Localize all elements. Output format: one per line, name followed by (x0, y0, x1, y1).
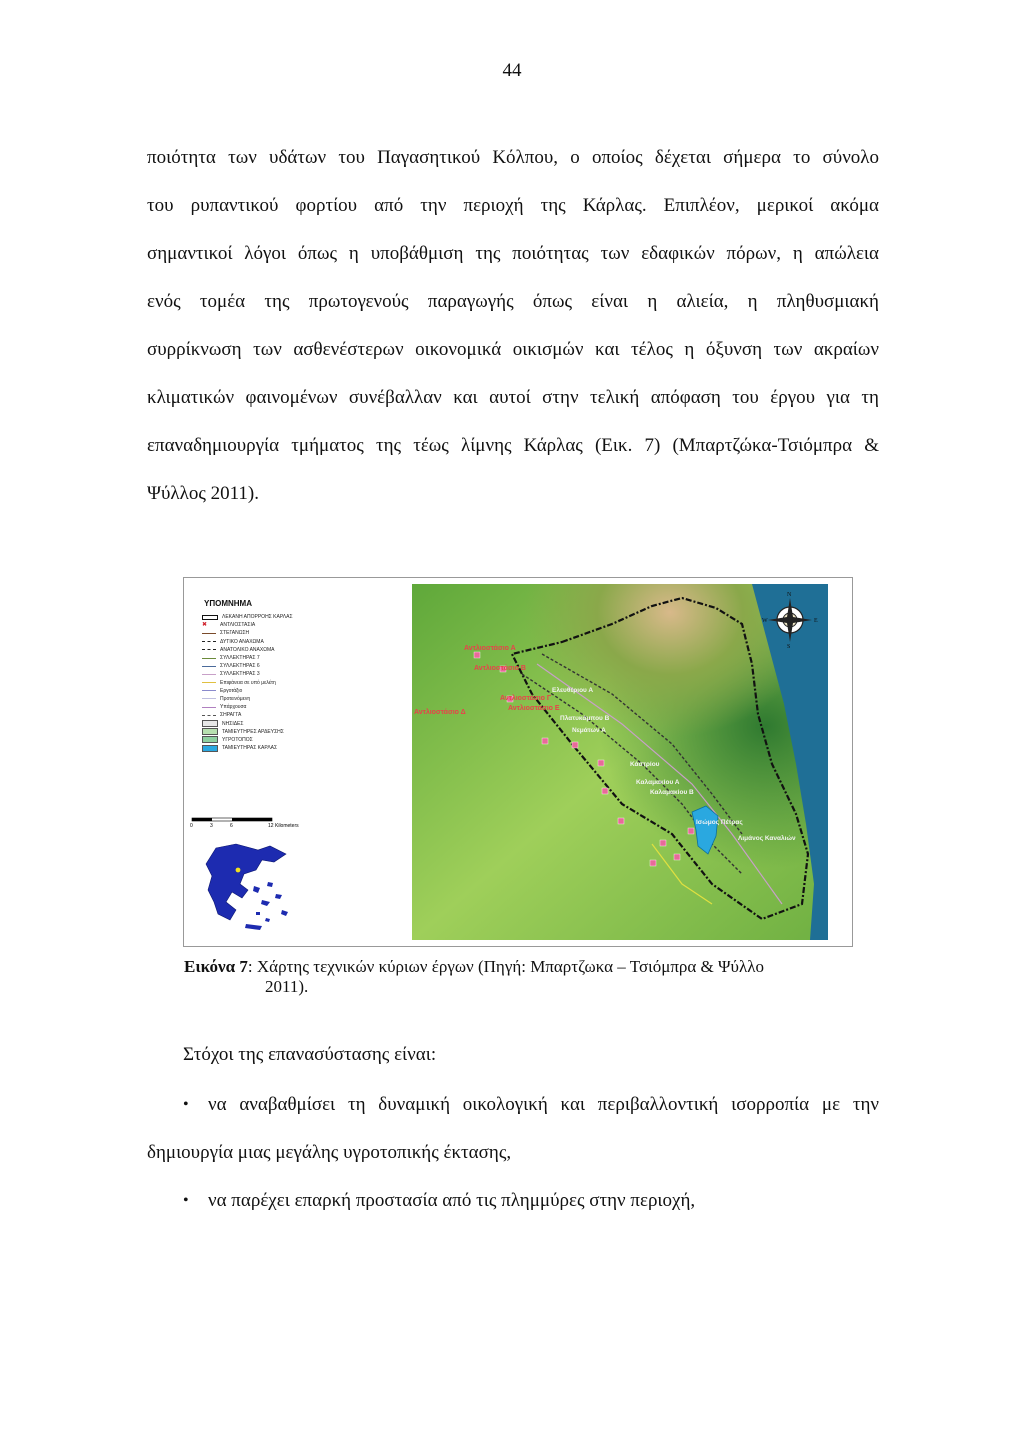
legend-symbol (202, 698, 216, 699)
legend-row (202, 638, 332, 646)
map-label-settlement: Κάστρίου (630, 761, 660, 768)
map-label-pumping-station: Αντλιοστάσιο Δ (414, 709, 466, 716)
legend-label: ΑΝΤΛΙΟΣΤΑΣΙΑ (220, 622, 256, 629)
paragraph-line: ενός τομέα της πρωτογενούς παραγωγής όπως είναι η αλιεία, η πληθυσμιακή (147, 291, 879, 312)
figure-caption (184, 957, 844, 997)
pumping-station-marker (674, 854, 680, 860)
legend-row (202, 654, 332, 662)
legend-row (202, 719, 332, 727)
karla-location-marker (236, 868, 241, 873)
legend-row (202, 728, 332, 736)
compass-north-label: N (787, 592, 792, 598)
paragraph-line: Ψύλλος 2011). (147, 483, 259, 504)
legend-symbol (202, 736, 218, 743)
scale-bar-segment (232, 818, 272, 821)
greece-mainland-shape (206, 844, 286, 920)
legend-symbol: ✖ (202, 621, 208, 628)
map-label-pumping-station: Αντλιοστάσιο Ε (508, 705, 560, 712)
goals-intro: Στόχοι της επανασύστασης είναι: (183, 1044, 437, 1065)
legend-label: Υπάρχουσα (220, 704, 247, 711)
body-paragraph (147, 145, 879, 529)
bullet-text: να παρέχει επαρκή προστασία από τις πλημμύρες στην περιοχή, (208, 1190, 696, 1211)
map-label-lake: Λιμάνος Καναλιών (738, 835, 796, 842)
bullet-text: να αναβαθμίσει τη δυναμική οικολογική και περιβαλλοντική ισορροπία με την (208, 1094, 879, 1115)
pumping-station-marker (688, 828, 694, 834)
legend-symbol (202, 715, 216, 716)
map-label-settlement: Ελευθέριου Α (552, 687, 594, 694)
paragraph-line: επαναδημιουργία τμήματος της τέως λίμνης Κάρλας (Εικ. 7) (Μπαρτζώκα-Τσιόμπρα & (147, 435, 879, 456)
map-label-settlement: Νεμάτων Α (572, 727, 606, 734)
compass-east-label: E (814, 618, 818, 624)
figure-map (183, 577, 853, 947)
map-label-pumping-station: Αντλιοστάσιο Α (464, 645, 516, 652)
legend-symbol (202, 707, 216, 708)
legend-row (202, 695, 332, 703)
legend-label: Προτεινόμενη (220, 695, 251, 702)
caption-text: : Χάρτης τεχνικών κύριων έργων (Πηγή: Μπαρτζωκα – Τσιόμπρα & Ψύλλο (247, 957, 764, 976)
pumping-station-marker (474, 652, 480, 658)
map-label-lake: Ισώμος Πέτρας (696, 819, 743, 826)
legend-label: ΥΓΡΟΤΟΠΟΣ (222, 736, 253, 743)
legend-label: ΑΝΑΤΟΛΙΚΟ ΑΝΑΧΩΜΑ (220, 646, 275, 653)
paragraph-line: κλιματικών φαινομένων συνέβαλλαν και αυτοί στην τελική απόφαση του έργου για τη (147, 387, 879, 408)
bullet-text-continued: δημιουργία μιας μεγάλης υγροτοπικής έκτασης, (147, 1142, 512, 1163)
terrain-peaks (412, 584, 828, 940)
legend-symbol (202, 745, 218, 752)
legend-row (202, 662, 332, 670)
map-label-pumping-station: Αντλιοστάσιο Β (474, 665, 526, 672)
map-label-settlement: Πλατυκάμπου Β (560, 715, 610, 722)
paragraph-line: συρρίκνωση των ασθενέστερων οικονομικά οικισμών και τέλος η όξυνση των ακραίων (147, 339, 879, 360)
legend-label: Επιφάνεια σε υπό μελέτη (220, 679, 276, 686)
scale-tick-label: 3 (210, 823, 213, 829)
legend-row (202, 679, 332, 687)
caption-text-continued: 2011). (265, 977, 309, 996)
pumping-station-marker (618, 818, 624, 824)
pumping-station-marker (660, 840, 666, 846)
pumping-station-marker (650, 860, 656, 866)
legend-label: ΣΤΕΓΑΝΩΣΗ (220, 630, 250, 637)
bullet-item (183, 1092, 879, 1118)
map-label-pumping-station: Αντλιοστάσιο Γ (500, 695, 552, 702)
legend-label: Εργοτάξιο (220, 687, 243, 694)
scale-bar (188, 816, 308, 830)
scale-tick-label: 12 (268, 823, 274, 829)
map-label-settlement: Καλαμακίου Β (650, 789, 694, 796)
caption-label: Εικόνα 7 (184, 957, 248, 976)
legend-symbol (202, 674, 216, 675)
legend-row (202, 646, 332, 654)
pumping-station-marker (572, 742, 578, 748)
paragraph-line: σημαντικοί λόγοι όπως η υποβάθμιση της ποιότητας των εδαφικών πόρων, η απώλεια (147, 243, 879, 264)
scale-tick-label: 6 (230, 823, 233, 829)
legend-label: ΔΥΤΙΚΟ ΑΝΑΧΩΜΑ (220, 638, 264, 645)
legend-label: ΤΑΜΙΕΥΤΗΡΑΣ ΚΑΡΛΑΣ (222, 745, 278, 752)
legend-label: ΛΕΚΑΝΗ ΑΠΟΡΡΟΗΣ ΚΑΡΛΑΣ (222, 614, 293, 621)
legend-label: ΣΥΛΛΕΚΤΗΡΑΣ 6 (220, 663, 260, 670)
legend-symbol (202, 633, 216, 634)
legend-row (202, 703, 332, 711)
pumping-station-marker (598, 760, 604, 766)
pumping-station-marker (602, 788, 608, 794)
greece-inset-map (196, 840, 300, 940)
greece-islands-shape (245, 882, 288, 930)
paragraph-line: ποιότητα των υδάτων του Παγασητικού Κόλπου, ο οποίος δέχεται σήμερα το σύνολο (147, 147, 879, 168)
legend-symbol (202, 728, 218, 735)
legend-row (202, 687, 332, 695)
pumping-station-marker (542, 738, 548, 744)
scale-bar-segment (192, 818, 212, 821)
scale-tick-label: 0 (190, 823, 193, 829)
bullet-dot: • (183, 1192, 189, 1209)
legend-label: ΝΗΣΙΔΕΣ (222, 720, 244, 727)
legend-row (202, 670, 332, 678)
legend-row (202, 613, 332, 621)
legend-row (202, 629, 332, 637)
legend-label: ΣΥΛΛΕΚΤΗΡΑΣ 3 (220, 671, 260, 678)
map-legend (202, 613, 332, 752)
karla-basin-map (412, 584, 828, 940)
legend-symbol (202, 682, 216, 683)
legend-symbol (202, 720, 218, 727)
legend-label: ΤΑΜΙΕΥΤΗΡΕΣ ΑΡΔΕΥΣΗΣ (222, 728, 284, 735)
legend-row (202, 736, 332, 744)
legend-symbol (202, 666, 216, 667)
legend-label: ΣΥΛΛΕΚΤΗΡΑΣ 7 (220, 655, 260, 662)
legend-row (202, 744, 332, 752)
compass-west-label: W (762, 618, 768, 624)
bullet-item (183, 1188, 879, 1214)
legend-row (202, 621, 332, 629)
legend-label: ΣΗΡΑΓΓΑ (220, 712, 242, 719)
legend-symbol (202, 615, 218, 620)
legend-symbol (202, 649, 216, 650)
legend-symbol (202, 658, 216, 659)
page-number: 44 (502, 60, 522, 81)
paragraph-line: του ρυπαντικού φορτίου από την περιοχή της Κάρλας. Επιπλέον, μερικοί ακόμα (147, 195, 879, 216)
bullet-dot: • (183, 1096, 189, 1113)
legend-title: ΥΠΟΜΝΗΜΑ (204, 599, 252, 608)
map-label-settlement: Καλαμακίου Α (636, 779, 680, 786)
compass-south-label: S (787, 644, 791, 650)
legend-row (202, 711, 332, 719)
legend-symbol (202, 690, 216, 691)
scale-unit-label: Kilometers (275, 823, 299, 829)
legend-symbol (202, 641, 216, 642)
